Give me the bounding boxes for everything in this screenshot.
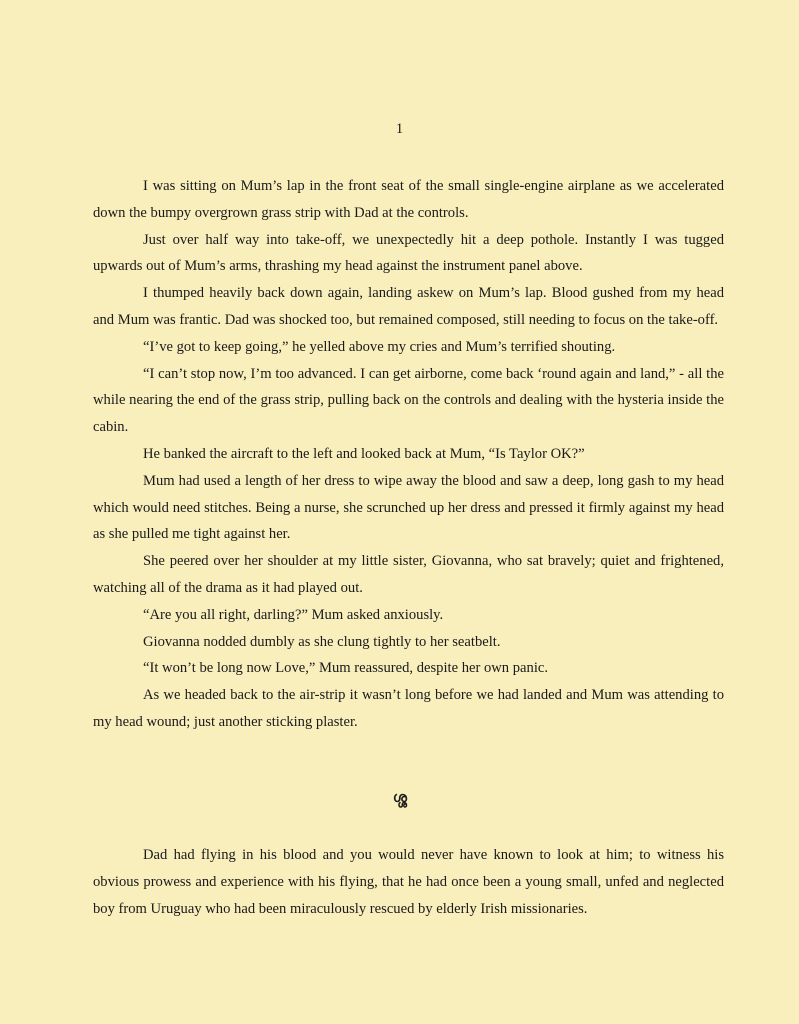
paragraph: She peered over her shoulder at my little sister, Giovanna, who sat bravely; quiet and frightened, watching all of the drama as it had played out. [93, 553, 724, 596]
paragraph: As we headed back to the air-strip it wasn’t long before we had landed and Mum was attending to my head wound; just another sticking plaster. [93, 687, 724, 730]
section-two [93, 842, 724, 922]
paragraph: “It won’t be long now Love,” Mum reassured, despite her own panic. [143, 660, 549, 677]
paragraph: “I can’t stop now, I’m too advanced. I can get airborne, come back ‘round again and land,” - all the while nearing the end of the grass strip, pulling back on the controls and dealing with the hysteria inside the cabin. [93, 365, 724, 436]
paragraph: He banked the aircraft to the left and looked back at Mum, “Is Taylor OK?” [143, 445, 585, 462]
page-number: 1 [395, 121, 404, 137]
paragraph: Just over half way into take-off, we unexpectedly hit a deep pothole. Instantly I was tugged upwards out of Mum’s arms, thrashing my head against the instrument panel above. [93, 231, 724, 275]
paragraph: “I’ve got to keep going,” he yelled above my cries and Mum’s terrified shouting. [143, 338, 616, 355]
paragraph: I was sitting on Mum’s lap in the front seat of the small single-engine airplane as we accelerated down the bumpy overgrown grass strip with Dad at the controls. [93, 178, 724, 221]
paragraph: I thumped heavily back down again, landing askew on Mum’s lap. Blood gushed from my head and Mum was frantic. Dad was shocked too, but remained composed, still needing to focus on the take-off. [93, 285, 724, 328]
paragraph: Giovanna nodded dumbly as she clung tightly to her seatbelt. [143, 633, 501, 650]
paragraph: “Are you all right, darling?” Mum asked anxiously. [143, 606, 444, 623]
paragraph: Mum had used a length of her dress to wipe away the blood and saw a deep, long gash to my head which would need stitches. Being a nurse, she scrunched up her dress and pressed it firmly against my head as she pulled me tight against her. [93, 472, 724, 543]
section-one [93, 173, 724, 736]
paragraph: Dad had flying in his blood and you would never have known to look at him; to witness his obvious prowess and experience with his flying, that he had once been a young small, unfed and neglected boy from Uruguay who had been miraculously rescued by elderly Irish missionaries. [93, 847, 724, 917]
section-separator-ornament: ശ്ശ [392, 790, 407, 806]
